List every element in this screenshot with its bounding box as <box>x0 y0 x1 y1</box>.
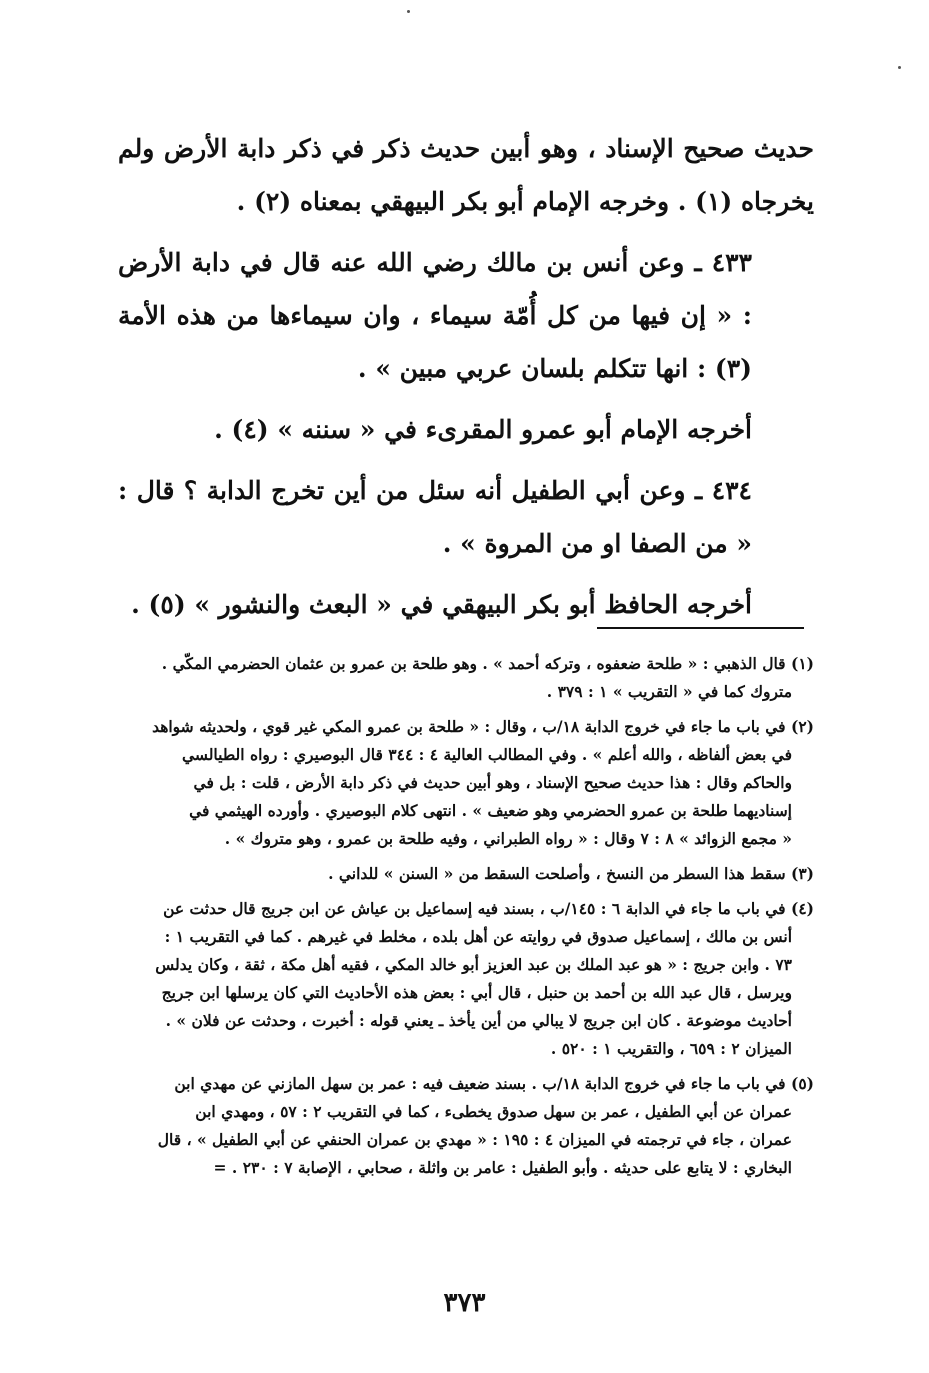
footnote-line: (٣) سقط هذا السطر من النسخ ، وأصلحت السقط من « السنن » للداني . <box>328 864 814 883</box>
footnote-line: عمران ، جاء في ترجمته في الميزان ٤ : ١٩٥ : « مهدي بن عمران الحنفي عن أبي الطفيل » ، قال <box>157 1130 792 1149</box>
footnote-2 <box>118 713 814 853</box>
footnote-line: أنس بن مالك ، إسماعيل صدوق في روايته عن أهل بلده ، مخلط في غيرهم . كما في التقريب ١ : <box>164 927 792 946</box>
footnote-line: « مجمع الزوائد » ٨ : ٧ وقال : « رواه الطبراني ، وفيه طلحة بن عمرو ، وهو متروك » . <box>224 829 792 848</box>
footnote-line: الميزان ٢ : ٦٥٩ ، والتقريب ١ : ٥٢٠ . <box>550 1039 792 1058</box>
footnote-line: (٢) في باب ما جاء في خروج الدابة ١٨/ب ، وقال : « طلحة بن عمرو المكي غير قوي ، ولحديثه شواهد <box>152 717 814 736</box>
footnote-line: والحاكم وقال : هذا حديث صحيح الإسناد ، وهو أبين حديث في ذكر دابة الأرض ، قلت : بل في <box>193 773 792 792</box>
footnote-line: (١) قال الذهبي : « طلحة ضعفوه ، وتركه أحمد » . وهو طلحة بن عمرو بن عثمان الحضرمي المكّي . <box>161 654 814 673</box>
footnote-line: في بعض ألفاظه ، والله أعلم » . وفي المطالب العالية ٤ : ٣٤٤ قال البوصيري : رواه الطيالسي <box>181 745 792 764</box>
footnote-line: (٥) في باب ما جاء في خروج الدابة ١٨/ب . بسند ضعيف فيه : عمر بن سهل المازني عن مهدي ابن <box>174 1074 814 1093</box>
takhrij-434: أخرجه الحافظ أبو بكر البيهقي في « البعث والنشور » (٥) . <box>131 590 752 619</box>
footnote-separator <box>597 627 804 629</box>
footnote-1 <box>118 650 814 706</box>
footnote-3 <box>118 860 814 888</box>
footnote-4 <box>118 895 814 1063</box>
footnote-line: عمران عن أبي الطفيل ، عمر بن سهل صدوق يخطىء ، كما في التقريب ٢ : ٥٧ ، ومهدي ابن <box>195 1102 792 1121</box>
footnote-line: البخاري : لا يتابع على حديثه . وأبو الطفيل : عامر بن واثلة ، صحابي ، الإصابة ٧ : ٢٣٠ . = <box>213 1158 792 1177</box>
footnote-5 <box>118 1070 814 1182</box>
footnote-line: ٧٣ . وابن جريج : « هو عبد الملك بن عبد العزيز أبو خالد المكي ، فقيه أهل مكة ، ثقة ، وكان يدلس <box>155 955 792 974</box>
hadith-434: ٤٣٤ ـ وعن أبي الطفيل أنه سئل من أين تخرج الدابة ؟ قال : « من الصفا او من المروة » . <box>118 476 752 558</box>
hadith-433: ٤٣٣ ـ وعن أنس بن مالك رضي الله عنه قال في دابة الأرض : « إن فيها من كل أُمّة سيماء ، وان سيماءها من هذه الأمة (٣) : انها تتكلم بلسان عربي مبين » . <box>118 248 752 383</box>
scan-speck <box>898 66 901 69</box>
scan-speck <box>407 10 410 13</box>
main-text <box>118 122 814 631</box>
paragraph-continuation: حديث صحيح الإسناد ، وهو أبين حديث ذكر في ذكر دابة الأرض ولم يخرجاه (١) . وخرجه الإمام أبو بكر البيهقي بمعناه (٢) . <box>118 134 814 216</box>
footnote-line: ويرسل ، قال عبد الله بن أحمد بن حنبل ، قال أبي : بعض هذه الأحاديث التي كان يرسلها ابن جريج <box>161 983 792 1002</box>
footnote-line: إسناديهما طلحة بن عمرو الحضرمي وهو ضعيف » . انتهى كلام البوصيري . وأورده الهيثمي في <box>189 801 792 820</box>
footnote-line: (٤) في باب ما جاء في الدابة ٦ : ١٤٥/ب ، بسند فيه إسماعيل بن عياش عن ابن جريج قال حدثت عن <box>163 899 814 918</box>
footnote-line: أحاديث موضوعة . كان ابن جريج لا يبالي من أين يأخذ ـ يعني قوله : أخبرت ، وحدثت عن فلان » . <box>165 1011 792 1030</box>
footnote-line: متروك كما في « التقريب » ١ : ٣٧٩ . <box>546 682 792 701</box>
takhrij-433: أخرجه الإمام أبو عمرو المقرىء في « سننه » (٤) . <box>214 415 752 444</box>
page-number: ٣٧٣ <box>443 1288 486 1318</box>
footnotes <box>118 650 814 1189</box>
